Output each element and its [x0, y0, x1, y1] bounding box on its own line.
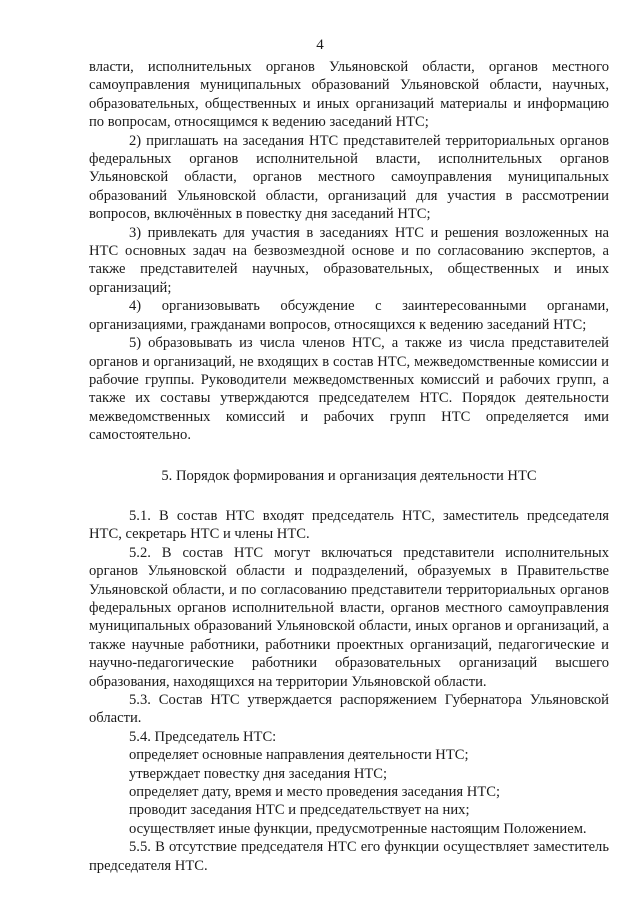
paragraph-item-2: 2) приглашать на заседания НТС представителей территориальных органов федеральных органов исполнительной власти, исполнительных органов Ульяновской области, органов местного самоуправления муниципальных образований Ульяновской области, организаций для участия в рассмотрении вопросов, включённых в повестку дня заседаний НТС; — [89, 132, 609, 223]
paragraph-5-4: 5.4. Председатель НТС: — [129, 728, 277, 745]
paragraph-continuation: власти, исполнительных органов Ульяновской области, органов местного самоуправления муниципальных образований Ульяновской области, научных, образовательных, общественных и иных организаций материалы и информацию по вопросам, относящимся к ведению заседаний НТС; — [89, 59, 609, 131]
page-number: 4 — [316, 37, 324, 53]
paragraph-5-3: 5.3. Состав НТС утверждается распоряжением Губернатора Ульяновской области. — [89, 692, 609, 727]
paragraph-item-3: 3) привлекать для участия в заседаниях НТС и решения возложенных на НТС основных задач на безвозмездной основе и по согласованию экспертов, а также представителей научных, образовательных, общественных и иных организаций; — [89, 224, 609, 296]
chair-duty-item: определяет дату, время и место проведения заседания НТС; — [129, 784, 501, 801]
paragraph-item-5: 5) образовывать из числа членов НТС, а также из числа представителей органов и организаций, не входящих в состав НТС, межведомственные комиссии и рабочие группы. Руководители межведомственных комиссий и рабочих групп, а также их составы утверждаются председателем НТС. Порядок деятельности межведомственных комиссий и рабочих групп НТС определяется ими самостоятельно. — [89, 335, 609, 444]
paragraph-5-2: 5.2. В состав НТС могут включаться представители исполнительных органов Ульяновской области и подразделений, образуемых в Правительстве Ульяновской области, и по согласованию представители территориальных органов федеральных органов исполнительной власти, органов местного самоуправления муниципальных образований Ульяновской области, иных органов и организаций, а также научные работники, работники проектных организаций, педагогические и научно-педагогические работники образовательных организаций высшего образования, находящихся на территории Ульяновской области. — [89, 544, 609, 690]
chair-duty-item: проводит заседания НТС и председательствует на них; — [129, 802, 470, 819]
document-body — [89, 58, 609, 875]
chair-duty-item: осуществляет иные функции, предусмотренные настоящим Положением. — [129, 820, 587, 837]
chair-duty-item: утверждает повестку дня заседания НТС; — [129, 765, 388, 782]
chair-duty-item: определяет основные направления деятельности НТС; — [129, 747, 469, 764]
paragraph-5-1: 5.1. В состав НТС входят председатель НТС, заместитель председателя НТС, секретарь НТС и члены НТС. — [89, 507, 609, 543]
paragraph-item-4: 4) организовывать обсуждение с заинтересованными органами, организациями, гражданами вопросов, относящихся к ведению заседаний НТС; — [89, 298, 609, 333]
section-heading: 5. Порядок формирования и организация деятельности НТС — [161, 467, 537, 484]
paragraph-5-5: 5.5. В отсутствие председателя НТС его функции осуществляет заместитель председателя НТС. — [89, 839, 609, 874]
